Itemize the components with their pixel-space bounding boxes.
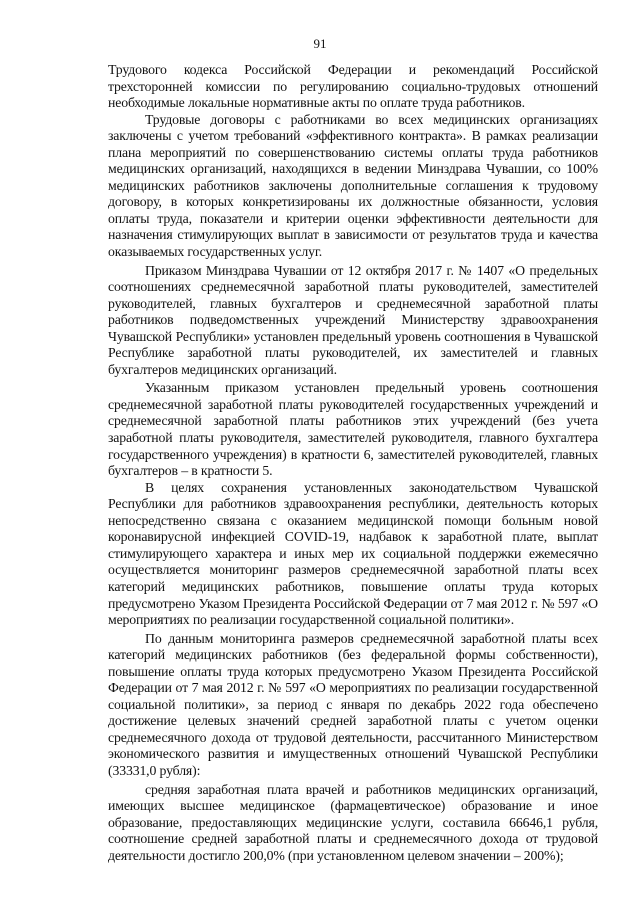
paragraph-2: Трудовые договоры с работниками во всех медицинских организациях заключены с учетом требований «эффективного контракта». В рамках реализации плана мероприятий по совершенствованию системы оплаты труда работников медицинских организаций, находящихся в ведении Минздрава Чувашии, со 100% медицинских работников заключены дополнительные соглашения к трудовому договору, в которых конкретизированы их должностные обязанности, условия оплаты труда, показатели и критерии оценки эффективности деятельности для назначения стимулирующих выплат в зависимости от результатов труда и качества оказываемых государственных услуг.: [108, 111, 598, 260]
page-number: 91: [313, 36, 327, 51]
paragraph-4: Указанным приказом установлен предельный уровень соотношения среднемесячной заработной платы руководителей государственных учреждений и среднемесячной заработной платы работников этих учреждений (без учета заработной платы руководителя, заместителей руководителя, главного бухгалтера государственного учреждения) в кратности 6, заместителей руководителей, главных бухгалтеров – в кратности 5.: [108, 380, 598, 479]
paragraph-1: Трудового кодекса Российской Федерации и рекомендаций Российской трехсторонней комиссии по регулированию социально-трудовых отношений необходимые локальные нормативные акты по оплате труда работников.: [108, 62, 598, 111]
paragraph-3: Приказом Минздрава Чувашии от 12 октября 2017 г. № 1407 «О предельных соотношениях среднемесячной заработной платы руководителей, заместителей руководителей, главных бухгалтеров и среднемесячной заработной платы работников подведомственных учреждений Министерству здравоохранения Чувашской Республики» установлен предельный уровень соотношения в Чувашской Республике заработной платы руководителей, их заместителей и главных бухгалтеров медицинских организаций.: [108, 262, 598, 377]
paragraph-5: В целях сохранения установленных законодательством Чувашской Республики для работников здравоохранения республики, деятельность которых непосредственно связана с оказанием медицинской помощи больным новой коронавирусной инфекцией COVID-19, надбавок к заработной плате, выплат стимулирующего характера и иных мер их социальной поддержки ежемесячно осуществляется мониторинг размеров среднемесячной заработной платы всех категорий медицинских работников, повышение оплаты труда которых предусмотрено Указом Президента Российской Федерации от 7 мая 2012 г. № 597 «О мероприятиях по реализации государственной социальной политики».: [108, 479, 598, 628]
paragraph-6: По данным мониторинга размеров среднемесячной заработной платы всех категорий медицинских работников (без федеральной формы собственности), повышение оплаты труда которых предусмотрено Указом Президента Российской Федерации от 7 мая 2012 г. № 597 «О мероприятиях по реализации государственной социальной политики», за период с января по декабрь 2022 года обеспечено достижение целевых значений средней заработной платы с учетом оценки среднемесячного дохода от трудовой деятельности, рассчитанного Министерством экономического развития и имущественных отношений Чувашской Республики (33331,0 рубля):: [108, 630, 598, 778]
paragraph-7: средняя заработная плата врачей и работников медицинских организаций, имеющих высшее медицинское (фармацевтическое) образование и иное образование, предоставляющих медицинские услуги, составила 66646,1 рубля, соотношение средней заработной платы и среднемесячного дохода от трудовой деятельности достигло 200,0% (при установленном целевом значении – 200%);: [108, 781, 598, 863]
body-text: [108, 62, 598, 864]
